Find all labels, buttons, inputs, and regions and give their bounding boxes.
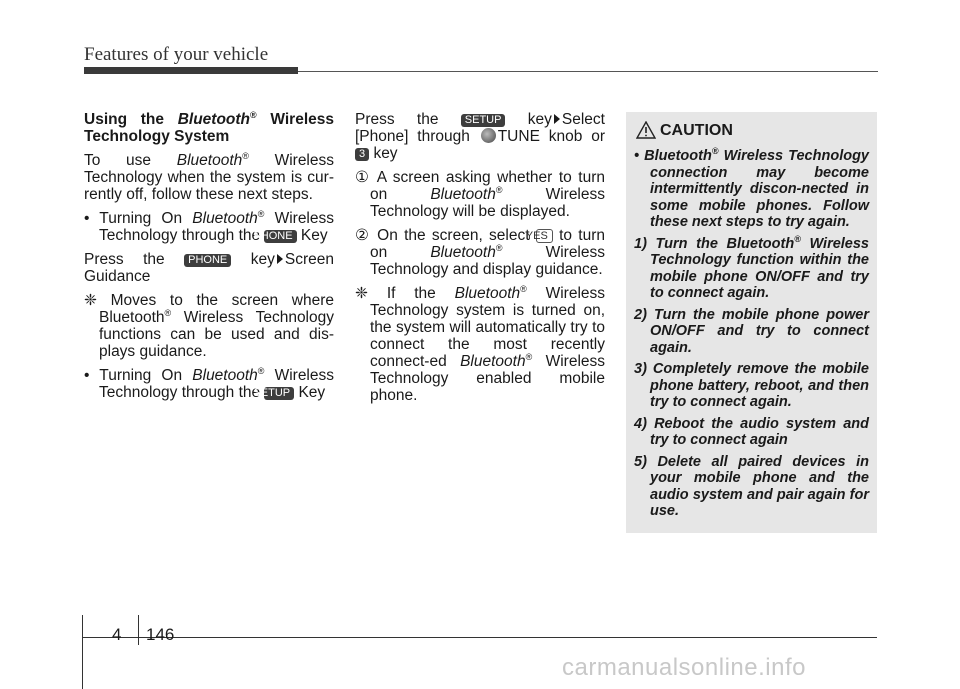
bullet-phone-key: • Turning On Bluetooth® Wireless Technology through the PHONE Key [84, 208, 334, 244]
header-rule [298, 71, 878, 72]
footer-rule-vertical [82, 615, 83, 689]
section-heading: Using the Bluetooth® Wireless Technology System [84, 109, 334, 145]
note-paragraph: ❈ Moves to the screen where Bluetooth® Wireless Technology functions can be used and dis-plays guidance. [84, 292, 335, 360]
watermark: carmanualsonline.info [562, 654, 806, 681]
left-column [84, 111, 334, 408]
caution-item: 4) Reboot the audio system and try to connect again [634, 415, 869, 448]
press-phone-paragraph: Press the PHONE key Screen Guidance [84, 251, 334, 285]
yes-key-badge: YES [536, 229, 553, 243]
chapter-number: 4 [112, 625, 122, 644]
bullet-setup-key: • Turning On Bluetooth® Wireless Technology through the SETUP Key [84, 365, 334, 401]
caution-item: 5) Delete all paired devices in your mobile phone and the audio system and pair again for use. [634, 453, 869, 519]
caution-list [634, 148, 869, 525]
page-header-title: Features of your vehicle [84, 44, 269, 65]
step-2: ② On the screen, select YES to turn on Bluetooth® Wireless Technology and display guidance. [355, 227, 606, 278]
auto-connect-note: ❈ If the Bluetooth® Wireless Technology system is turned on, the system will automatically try to connect the most recently connect-ed Bluetooth® Wireless Technology enabled mobile phone. [355, 283, 606, 404]
caution-item: 3) Completely remove the mobile phone battery, reboot, and then try to connect again. [634, 361, 869, 410]
setup-key-badge: SETUP [461, 114, 506, 127]
footer-rule-horizontal [82, 637, 877, 638]
step-1: ① A screen asking whether to turn on Bluetooth® Wireless Technology will be displayed. [355, 169, 606, 220]
phone-key-badge: PHONE [184, 254, 231, 267]
phone-key-badge: PHONE [264, 230, 296, 243]
caution-box [626, 112, 877, 533]
footer-rule-divider [138, 615, 139, 645]
intro-paragraph: To use Bluetooth® Wireless Technology when the system is cur-rently off, follow these next steps. [84, 150, 334, 203]
caution-item: 2) Turn the mobile phone power ON/OFF and try to connect again. [634, 306, 869, 356]
setup-key-badge: SETUP [264, 387, 294, 400]
caution-item: 1) Turn the Bluetooth® Wireless Technology function within the mobile phone ON/OFF and try to connect again. [634, 233, 869, 301]
page-number: 146 [146, 625, 175, 644]
tune-knob-icon [481, 128, 496, 143]
middle-column [355, 111, 605, 411]
caution-item: • Bluetooth® Wireless Technology connection may become intermittently discon-nected in some mobile phones. Follow these next steps to try again. [634, 146, 869, 230]
arrow-right-icon [277, 254, 283, 264]
setup-instruction: Press the SETUP key Select [Phone] through TUNE knob or 3 key [355, 111, 606, 162]
header-bar [84, 67, 298, 74]
caution-title: CAUTION [660, 122, 733, 139]
key-3-badge: 3 [355, 148, 369, 161]
arrow-right-icon [554, 114, 560, 124]
warning-triangle-icon [636, 121, 656, 139]
